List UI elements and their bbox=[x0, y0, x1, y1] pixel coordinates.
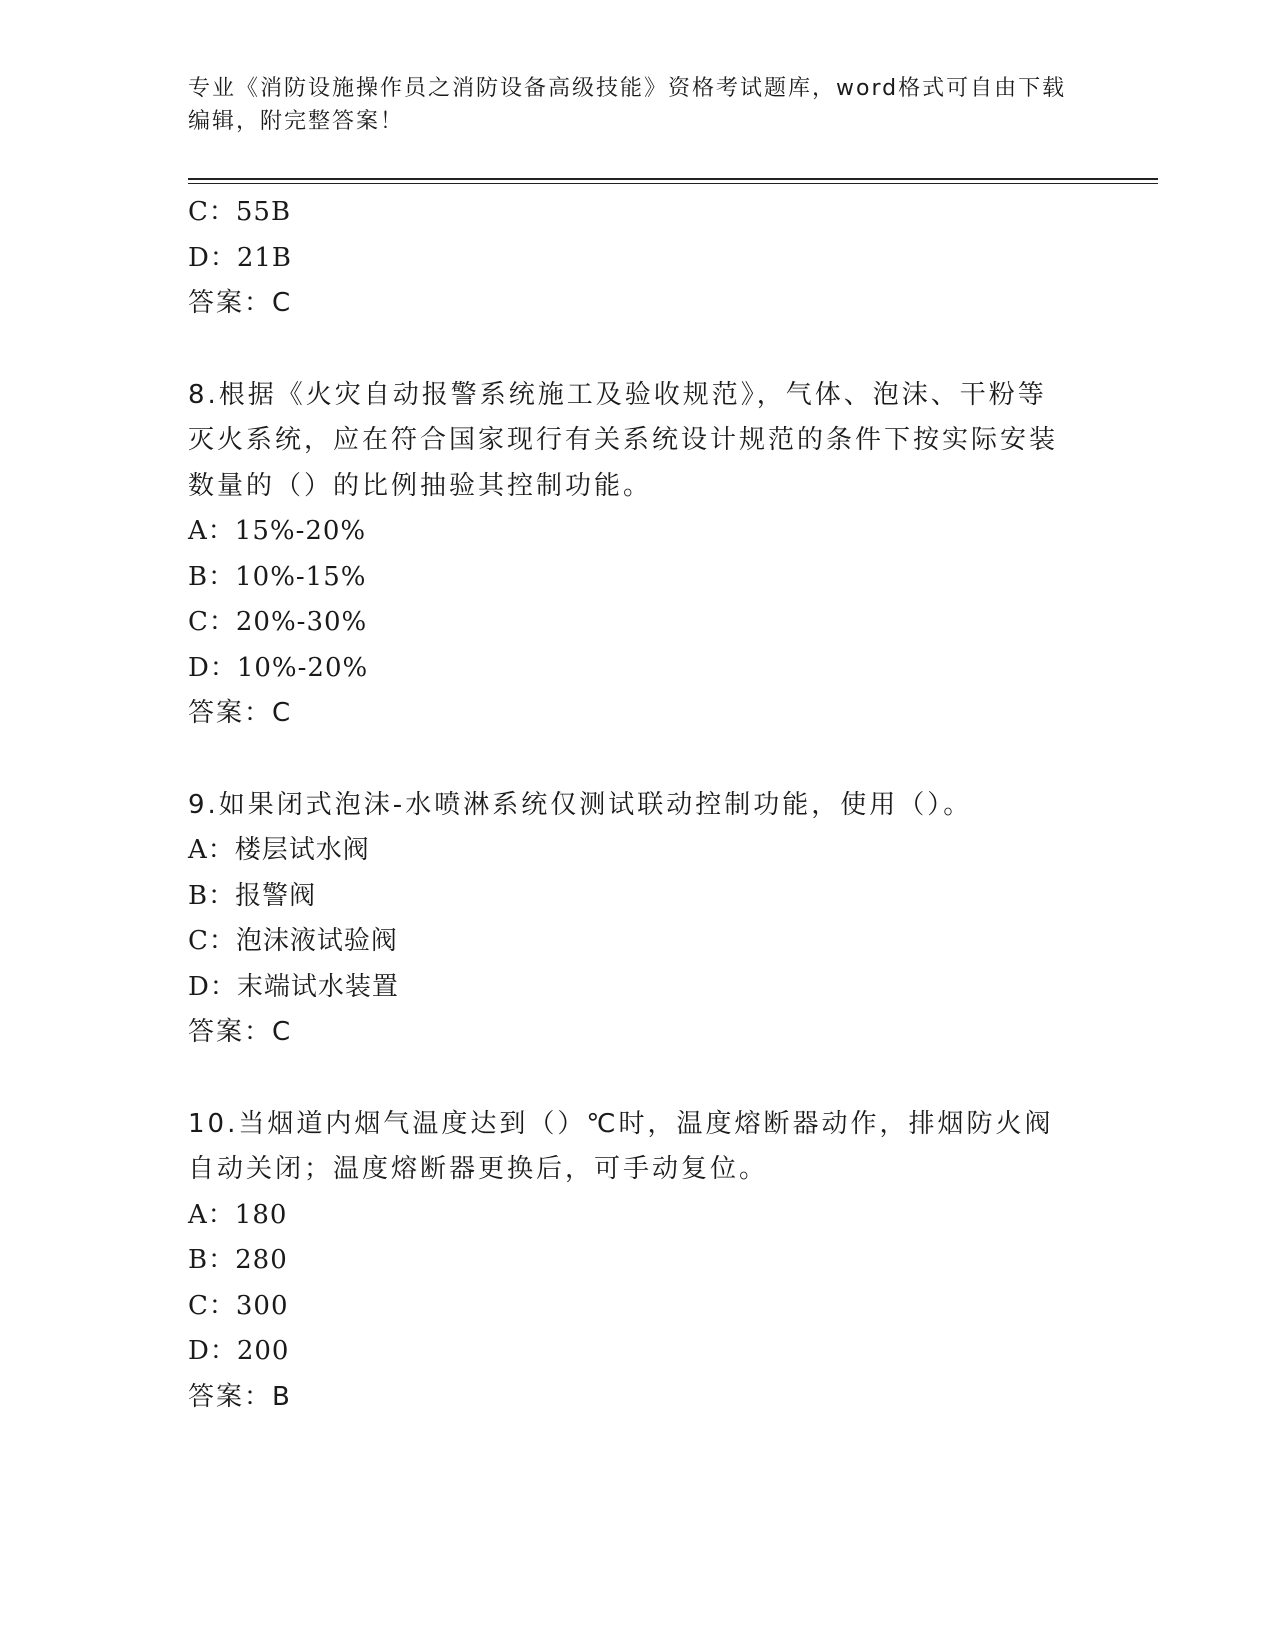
question-text: 8.根据《火灾自动报警系统施工及验收规范》，气体、泡沫、干粉等灭火系统，应在符合国家现行有关系统设计规范的条件下按实际安装数量的（）的比例抽验其控制功能。 bbox=[188, 379, 1059, 501]
spacer bbox=[188, 1056, 1088, 1102]
question-7-tail bbox=[188, 190, 1088, 327]
question-text: 10.当烟道内烟气温度达到（）℃时，温度熔断器动作，排烟防火阀自动关闭；温度熔断器更换后，可手动复位。 bbox=[188, 1108, 1054, 1184]
option-c: C：55B bbox=[188, 197, 292, 227]
spacer bbox=[188, 737, 1088, 783]
option-b: B：280 bbox=[188, 1245, 288, 1275]
option-b: B：报警阀 bbox=[188, 880, 317, 911]
option-c: C：20%-30% bbox=[188, 607, 368, 637]
page-header: 专业《消防设施操作员之消防设备高级技能》资格考试题库，word格式可自由下载编辑，附完整答案！ bbox=[188, 76, 1067, 134]
option-a: A：15%-20% bbox=[188, 516, 367, 546]
option-d: D：末端试水装置 bbox=[188, 971, 399, 1002]
spacer bbox=[188, 327, 1088, 373]
answer: 答案：C bbox=[188, 698, 293, 728]
header-rule-thick bbox=[188, 178, 1158, 180]
option-d: D：10%-20% bbox=[188, 652, 369, 683]
answer: 答案：B bbox=[188, 1381, 292, 1412]
question-10 bbox=[188, 1102, 1088, 1421]
question-list bbox=[188, 190, 1088, 1420]
answer: 答案：C bbox=[188, 288, 293, 318]
option-a: A：180 bbox=[188, 1199, 288, 1230]
option-d: D：21B bbox=[188, 242, 293, 273]
option-b: B：10%-15% bbox=[188, 561, 367, 592]
option-a: A：楼层试水阀 bbox=[188, 835, 370, 865]
option-c: C：泡沫液试验阀 bbox=[188, 926, 398, 956]
header-rule-thin bbox=[188, 183, 1158, 184]
question-8 bbox=[188, 373, 1088, 737]
option-d: D：200 bbox=[188, 1336, 290, 1366]
option-c: C：300 bbox=[188, 1290, 289, 1321]
question-9 bbox=[188, 783, 1088, 1056]
question-text: 9.如果闭式泡沫-水喷淋系统仅测试联动控制功能，使用（）。 bbox=[188, 789, 973, 820]
answer: 答案：C bbox=[188, 1017, 293, 1047]
